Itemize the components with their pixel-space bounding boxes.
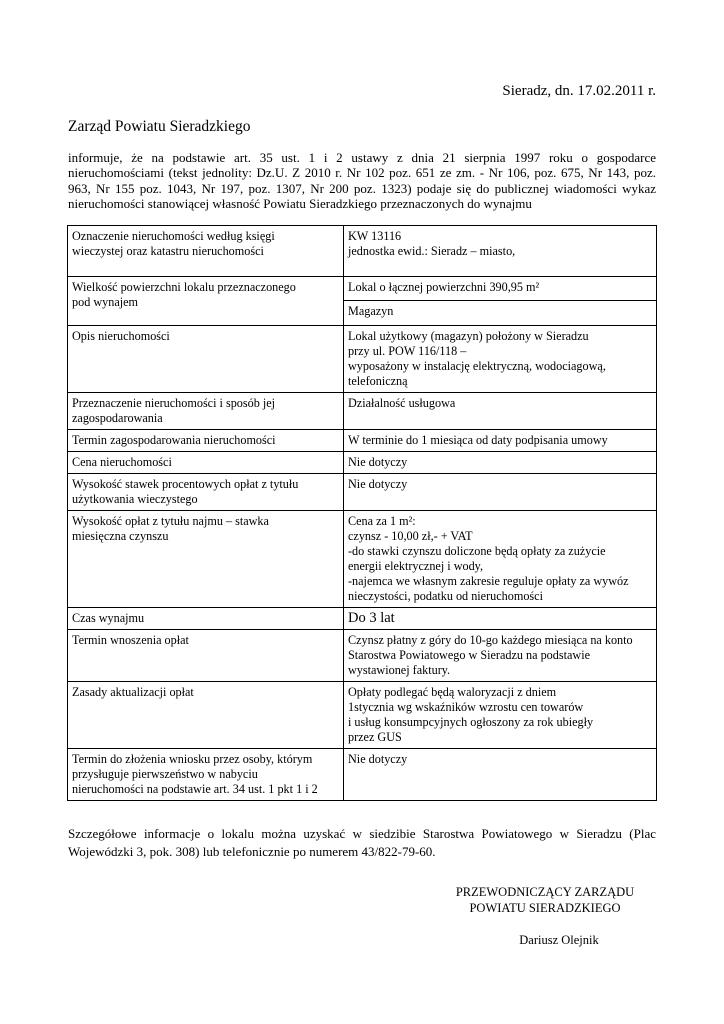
table-row <box>68 749 657 801</box>
row-value: Czynsz płatny z góry do 10-go każdego miesiąca na konto Starostwa Powiatowego w Sieradzu na podstawie wystawionej faktury. <box>344 630 657 682</box>
issuer-heading: Zarząd Powiatu Sieradzkiego <box>68 118 251 135</box>
signatory-name: Dariusz Olejnik <box>519 933 599 947</box>
row-label: Termin do złożenia wniosku przez osoby, którym przysługuje pierwszeństwo w nabyciu nieruchomości na podstawie art. 34 ust. 1 pkt 1 i 2 <box>68 749 344 801</box>
intro-line: nieruchomościami (tekst jednolity: Dz.U. Z 2010 r. Nr 102 poz. 651 ze zm. - Nr 106, poz. 675, Nr 143, poz. <box>68 165 656 181</box>
signature-title: POWIATU SIERADZKIEGO <box>469 901 621 915</box>
row-value: Do 3 lat <box>344 608 657 630</box>
row-value: Magazyn <box>344 301 657 326</box>
row-value: W terminie do 1 miesiąca od daty podpisania umowy <box>344 430 657 452</box>
table-row <box>68 326 657 393</box>
row-value: KW 13116 jednostka ewid.: Sieradz – miasto, <box>344 226 657 277</box>
intro-line: 963, Nr 155 poz. 1043, Nr 197, poz. 1307, Nr 200 poz. 1323) podaje się do publicznej wiadomości wykaz <box>68 180 656 196</box>
row-value: Lokal użytkowy (magazyn) położony w Sieradzu przy ul. POW 116/118 – wyposażony w instalację elektryczną, wodociagową, telefoniczną <box>344 326 657 393</box>
row-label: Zasady aktualizacji opłat <box>68 682 344 749</box>
contact-line: Wojewódzki 3, pok. 308) lub telefonicznie po numerem 43/822-79-60. <box>68 844 436 859</box>
row-value: Opłaty podlegać będą waloryzacji z dniem 1stycznia wg wskaźników wzrostu cen towarów i usług konsumpcyjnych ogłoszony za rok ubiegły przez GUS <box>344 682 657 749</box>
row-label: Oznaczenie nieruchomości według księgi wieczystej oraz katastru nieruchomości <box>68 226 344 277</box>
intro-line: nieruchomości stanowiącej własność Powiatu Sieradzkiego przeznaczonych do wynajmu <box>68 195 532 211</box>
contact-line: Szczegółowe informacje o lokalu można uzyskać w siedzibie Starostwa Powiatowego w Sieradzu (Plac <box>68 826 656 841</box>
intro-paragraph <box>68 150 656 211</box>
row-value: Nie dotyczy <box>344 474 657 511</box>
property-table <box>67 225 657 801</box>
row-label: Przeznaczenie nieruchomości i sposób jej zagospodarowania <box>68 393 344 430</box>
table-row <box>68 430 657 452</box>
signature-block <box>434 884 656 948</box>
table-row <box>68 474 657 511</box>
contact-paragraph <box>68 825 656 861</box>
table-row <box>68 393 657 430</box>
row-label: Wysokość stawek procentowych opłat z tytułu użytkowania wieczystego <box>68 474 344 511</box>
row-value: Cena za 1 m²: czynsz - 10,00 zł,- + VAT -do stawki czynszu doliczone będą opłaty za zużycie energii elektrycznej i wody, -najemca we własnym zakresie reguluje opłaty za wywóz nieczystości, podatku od nieruchomości <box>344 511 657 608</box>
intro-line: informuje, że na podstawie art. 35 ust. 1 i 2 ustawy z dnia 21 sierpnia 1997 roku o gospodarce <box>68 150 656 165</box>
document-date: Sieradz, dn. 17.02.2011 r. <box>502 83 656 99</box>
row-label: Czas wynajmu <box>68 608 344 630</box>
row-label: Opis nieruchomości <box>68 326 344 393</box>
row-label: Termin zagospodarowania nieruchomości <box>68 430 344 452</box>
row-value: Nie dotyczy <box>344 452 657 474</box>
row-value: Lokal o łącznej powierzchni 390,95 m² <box>344 277 657 301</box>
signature-title: PRZEWODNICZĄCY ZARZĄDU <box>455 885 635 899</box>
row-label: Cena nieruchomości <box>68 452 344 474</box>
table-row <box>68 226 657 277</box>
row-label: Wielkość powierzchni lokalu przeznaczonego pod wynajem <box>68 277 344 326</box>
table-row <box>68 682 657 749</box>
row-label: Termin wnoszenia opłat <box>68 630 344 682</box>
table-row <box>68 608 657 630</box>
row-label: Wysokość opłat z tytułu najmu – stawka miesięczna czynszu <box>68 511 344 608</box>
table-row <box>68 511 657 608</box>
row-value: Nie dotyczy <box>344 749 657 801</box>
row-value: Działalność usługowa <box>344 393 657 430</box>
table-row <box>68 452 657 474</box>
table-row <box>68 630 657 682</box>
table-row <box>68 277 657 301</box>
